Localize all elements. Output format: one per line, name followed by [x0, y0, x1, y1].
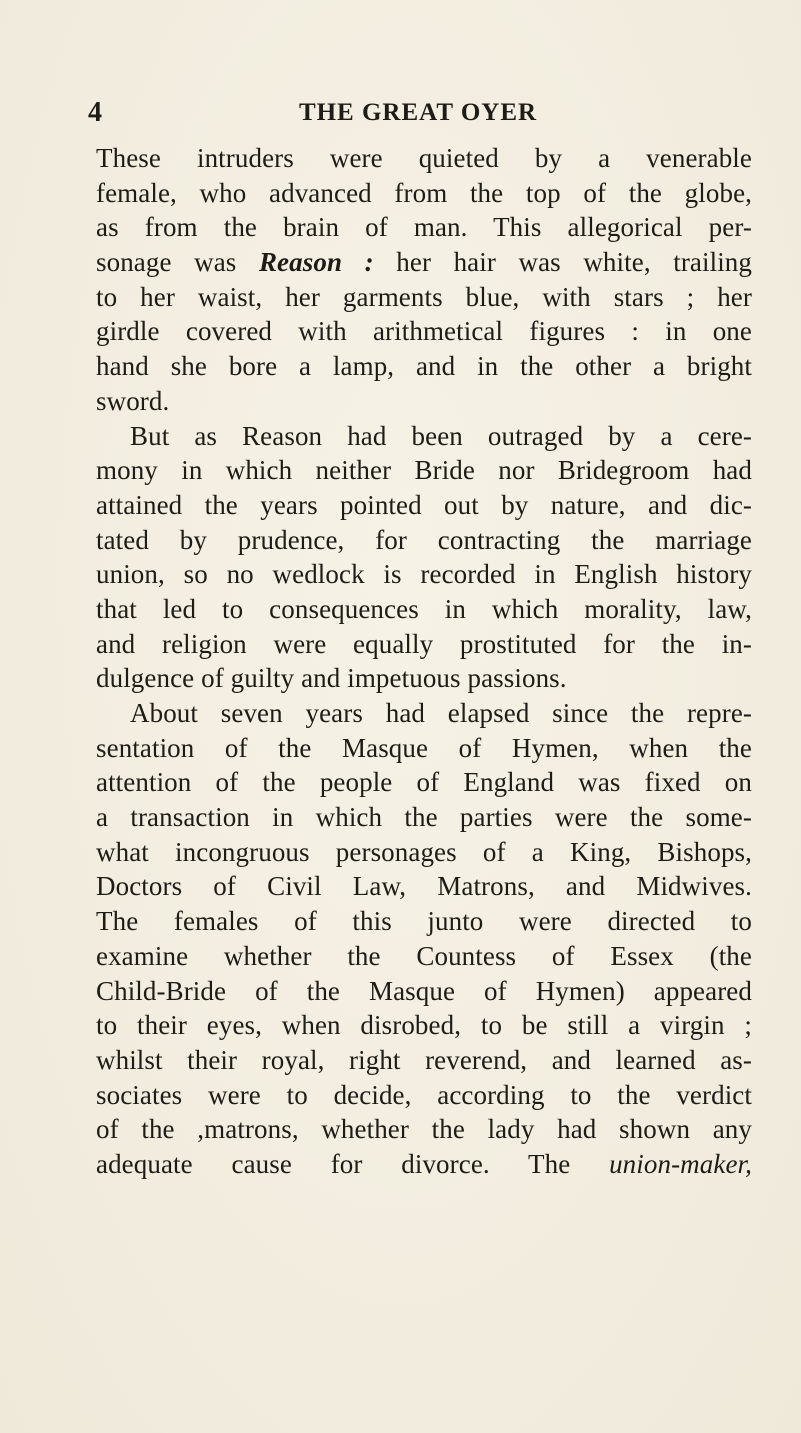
emphasized-word-union-maker: union-maker, [609, 1148, 752, 1179]
paragraph-start-line: But as Reason had been outraged by a cere- [130, 420, 752, 451]
text-line: as from the brain of man. This allegorical per- [96, 212, 752, 243]
text-line: These intruders were quieted by a venerable [96, 143, 752, 173]
text-line: Child-Bride of the Masque of Hymen) appeared [96, 975, 752, 1006]
text-line: The females of this junto were directed to [96, 906, 752, 937]
page-number: 4 [88, 97, 102, 128]
text-line: what incongruous personages of a King, Bishops, [96, 836, 752, 867]
text-line: whilst their royal, right reverend, and learned as- [96, 1044, 752, 1075]
text-line: to her waist, her garments blue, with stars ; her [96, 281, 752, 312]
text-line-with-emphasis [96, 1147, 752, 1182]
text-line: tated by prudence, for contracting the marriage [96, 524, 752, 555]
text-fragment: adequate cause for divorce. The [96, 1148, 610, 1179]
text-line: of the ,matrons, whether the lady had shown any [96, 1114, 752, 1145]
text-line: Doctors of Civil Law, Matrons, and Midwives. [96, 871, 752, 902]
text-line: a transaction in which the parties were the some- [96, 802, 752, 833]
text-line: attention of the people of England was fixed on [96, 767, 752, 798]
text-line: and religion were equally prostituted for the in- [96, 628, 752, 659]
text-line-with-emphasis [96, 245, 752, 280]
text-fragment: her hair was white, trailing [373, 247, 752, 278]
text-line: girdle covered with arithmetical figures : in one [96, 316, 752, 347]
text-line: union, so no wedlock is recorded in English history [96, 559, 752, 590]
text-line: sentation of the Masque of Hymen, when the [96, 732, 752, 763]
page-header [88, 93, 748, 133]
text-line: examine whether the Countess of Essex (the [96, 940, 752, 971]
text-line: mony in which neither Bride nor Bridegroom had [96, 455, 752, 486]
text-fragment: sonage was [96, 247, 259, 278]
body-text [96, 141, 752, 1182]
text-line: sociates were to decide, according to the verdict [96, 1079, 752, 1110]
text-line: dulgence of guilty and impetuous passions. [96, 663, 567, 694]
text-line: that led to consequences in which morality, law, [96, 593, 752, 624]
text-line: to their eyes, when disrobed, to be still a virgin ; [96, 1010, 752, 1041]
running-head: THE GREAT OYER [298, 99, 538, 126]
text-line: attained the years pointed out by nature, and dic- [96, 489, 752, 520]
text-line: hand she bore a lamp, and in the other a bright [96, 351, 752, 382]
text-line: female, who advanced from the top of the globe, [96, 177, 752, 208]
text-line: sword. [96, 385, 170, 416]
paragraph-start-line: About seven years had elapsed since the repre- [130, 698, 752, 728]
emphasized-word-reason: Reason : [258, 247, 374, 278]
